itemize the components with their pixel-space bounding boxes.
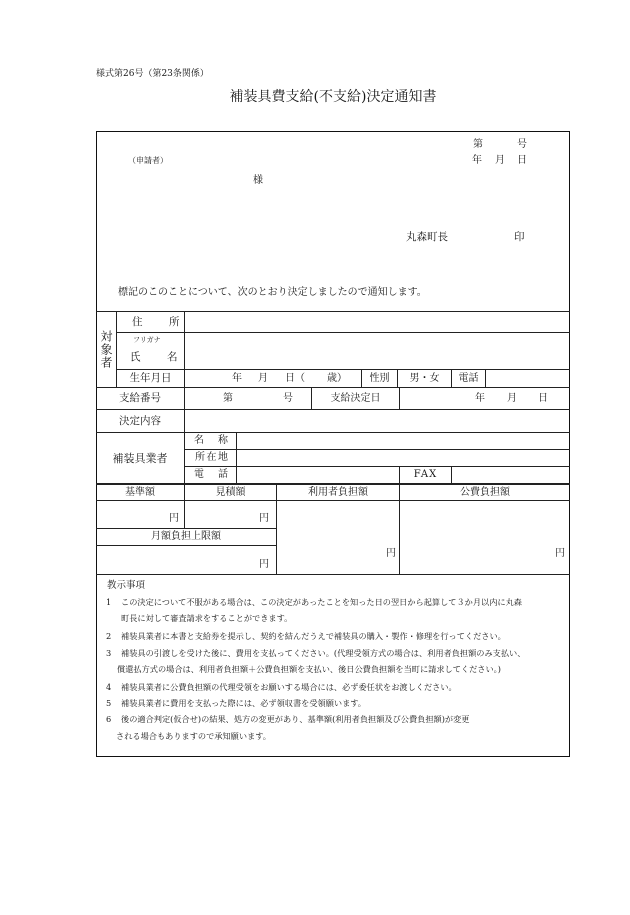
name-value-cell <box>185 333 570 370</box>
decision-value-cell <box>185 410 570 433</box>
decision-label: 決定内容 <box>119 414 161 427</box>
user-share-header <box>277 484 400 501</box>
instruction-line: 補装具業者に費用を支払った際には、必ず領収書を受領願います。 <box>121 698 366 708</box>
phone-label-cell <box>452 370 486 388</box>
instructions-heading: 教示事項 <box>107 580 146 591</box>
instruction-line: 償還払方式の場合は、利用者負担額＋公費負担額を支払い、後日公費負担額を当町に請求してください。) <box>117 664 501 674</box>
address-label-cell <box>117 311 188 333</box>
vendor-location-label-cell <box>185 450 237 467</box>
name-label: 氏 名 <box>130 351 186 363</box>
payment-number-label: 支給番号 <box>119 392 161 405</box>
decision-date-month: 月 <box>507 393 517 404</box>
user-share-cell <box>277 501 400 575</box>
vendor-phone-value-cell <box>237 467 400 484</box>
public-share-label: 公費負担額 <box>460 486 510 498</box>
decision-date-value-cell <box>400 388 570 410</box>
instruction-line: 補装具業者に公費負担額の代理受領をお願いする場合には、必ず委任状をお渡しください。 <box>121 682 457 692</box>
sex-label-cell <box>362 370 398 388</box>
notice-date-year: 年 <box>472 155 482 166</box>
notice-date-month: 月 <box>495 155 505 166</box>
decision-label-cell <box>96 410 185 433</box>
document-title: 補装具費支給(不支給)決定通知書 <box>229 89 437 105</box>
estimate-amount-cell <box>185 501 277 529</box>
instruction-line: 補装具の引渡しを受けた後に、費用を支払ってください。(代理受領方式の場合は、利用者負担額のみ支払い、 <box>121 648 526 658</box>
decision-date-label: 支給決定日 <box>330 392 381 404</box>
instruction-number: 6 <box>106 714 112 724</box>
instruction-number: 5 <box>106 698 112 708</box>
vendor-name-label-cell <box>185 433 237 450</box>
name-label-cell <box>117 333 185 370</box>
monthly-cap-label: 月額負担上限額 <box>151 531 221 542</box>
notice-date-day: 日 <box>517 155 527 166</box>
vendor-phone-label-cell <box>185 467 237 484</box>
seal-mark: 印 <box>514 231 525 243</box>
notice-number-prefix: 第 <box>473 139 483 150</box>
vendor-fax-label: FAX <box>413 469 438 480</box>
payment-number-value-cell <box>185 388 312 410</box>
instruction-line: 町長に対して審査請求をすることができます。 <box>121 613 293 623</box>
phone-label: 電話 <box>458 372 479 384</box>
vendor-fax-label-cell <box>400 467 452 484</box>
birthdate-day: 日（ <box>285 373 305 384</box>
phone-value-cell <box>486 370 570 388</box>
birthdate-label-cell <box>117 370 185 388</box>
base-amount-header <box>96 484 185 501</box>
instruction-number: 3 <box>106 648 112 658</box>
honorific: 様 <box>253 175 263 186</box>
birthdate-year: 年 <box>232 373 242 384</box>
vendor-fax-value-cell <box>452 467 570 484</box>
public-share-header <box>400 484 570 501</box>
birthdate-age: 歳） <box>327 373 347 384</box>
instruction-number: 4 <box>106 682 112 692</box>
user-share-label: 利用者負担額 <box>308 486 368 498</box>
vendor-name-label: 名 称 <box>194 435 230 446</box>
address-label: 住 所 <box>132 316 188 328</box>
birthdate-month: 月 <box>258 373 268 384</box>
sex-options-cell <box>398 370 452 388</box>
public-share-cell <box>400 501 570 575</box>
sex-label: 性別 <box>369 372 390 384</box>
instruction-line: この決定について不服がある場合は、この決定があったことを知った日の翌日から起算して３か月以内に丸森 <box>121 597 522 607</box>
subject-group-cell <box>96 311 117 388</box>
vendor-label-cell <box>96 433 185 484</box>
vendor-location-value-cell <box>237 450 570 467</box>
user-share-yen: 円 <box>386 548 396 559</box>
estimate-amount-header <box>185 484 277 501</box>
estimate-amount-yen: 円 <box>259 513 269 524</box>
notice-text: 標記のこのことについて、次のとおり決定しましたので通知します。 <box>118 287 427 298</box>
vendor-phone-label: 電 話 <box>194 469 230 480</box>
monthly-cap-cell <box>96 546 277 575</box>
instruction-line: される場合もありますので承知願います。 <box>116 731 271 741</box>
birthdate-value-cell <box>185 370 362 388</box>
instruction-number: 2 <box>106 631 112 641</box>
instruction-line: 補装具業者に本書と支給券を提示し、契約を結んだうえで補装具の購入・製作・修理を行ってください。 <box>121 631 506 641</box>
furigana-label: フリガナ <box>133 336 161 344</box>
payment-number-prefix: 第 <box>223 393 233 404</box>
issuer: 丸森町長 <box>406 231 448 243</box>
monthly-cap-yen: 円 <box>259 559 269 570</box>
address-value-cell <box>185 311 570 333</box>
vendor-location-label: 所在地 <box>195 452 230 463</box>
vendor-name-value-cell <box>237 433 570 450</box>
form-number: 様式第26号（第23条関係） <box>96 69 209 79</box>
payment-number-label-cell <box>96 388 185 410</box>
monthly-cap-label-cell <box>96 529 277 546</box>
decision-date-year: 年 <box>475 393 485 404</box>
sex-options: 男・女 <box>409 372 440 384</box>
vendor-label: 補装具業者 <box>112 451 168 465</box>
payment-number-suffix: 号 <box>283 393 293 404</box>
decision-date-label-cell <box>312 388 400 410</box>
instruction-line: 後の適合判定(仮合せ)の結果、処方の変更があり、基準額(利用者負担額及び公費負担額)が変更 <box>121 714 470 724</box>
base-amount-label: 基準額 <box>125 486 155 498</box>
public-share-yen: 円 <box>555 548 565 559</box>
subject-group-label: 対象者 <box>99 329 113 369</box>
notice-number-suffix: 号 <box>517 139 527 150</box>
applicant-label: （申請者） <box>128 156 168 165</box>
instruction-number: 1 <box>106 597 112 607</box>
base-amount-cell <box>96 501 185 529</box>
base-amount-yen: 円 <box>169 513 179 524</box>
decision-date-day: 日 <box>538 393 548 404</box>
birthdate-label: 生年月日 <box>129 372 172 385</box>
estimate-amount-label: 見積額 <box>215 486 246 498</box>
